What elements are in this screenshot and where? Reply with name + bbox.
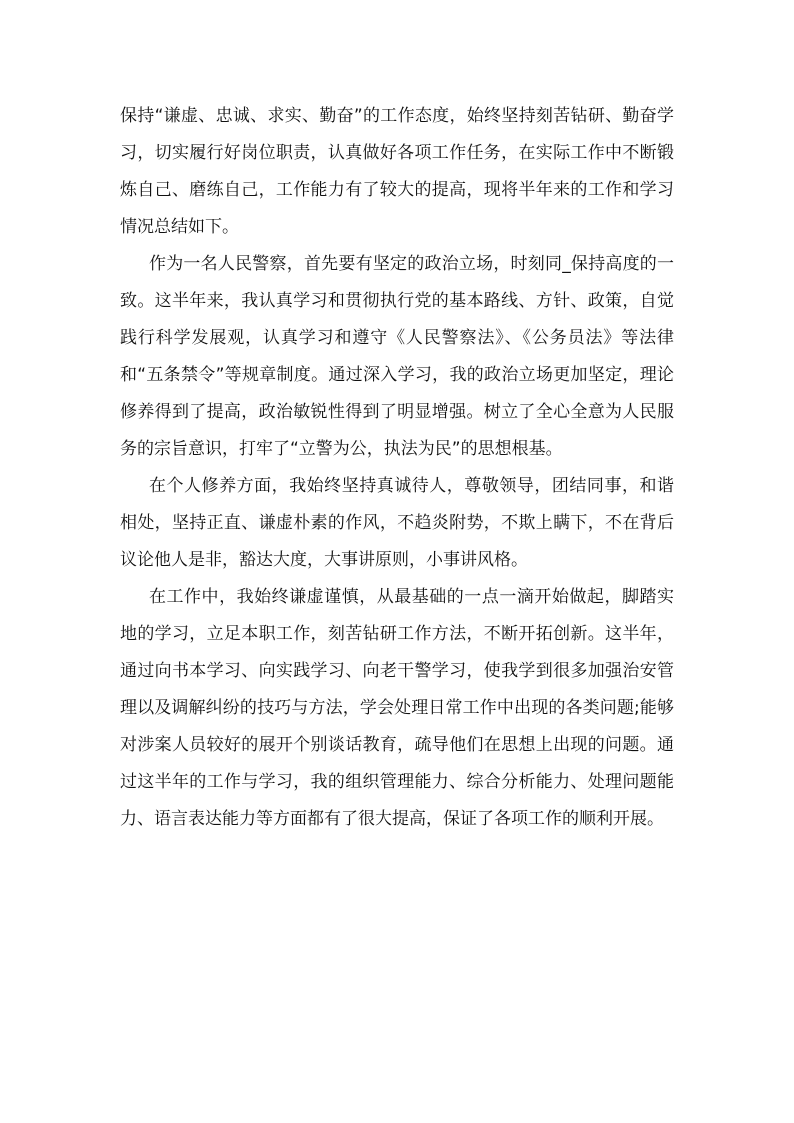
- paragraph-intro: 保持“谦虚、忠诚、求实、勤奋”的工作态度，始终坚持刻苦钻研、勤奋学习，切实履行好岗位职责，认真做好各项工作任务，在实际工作中不断锻炼自己、磨练自己，工作能力有了较大的提高，现将半年来的工作和学习情况总结如下。: [120, 106, 674, 237]
- paragraph-work: 在工作中，我始终谦虚谨慎，从最基础的一点一滴开始做起，脚踏实地的学习，立足本职工作，刻苦钻研工作方法，不断开拓创新。这半年，通过向书本学习、向实践学习、向老干警学习，使我学到很多加强治安管理以及调解纠纷的技巧与方法，学会处理日常工作中出现的各类问题;能够对涉案人员较好的展开个别谈话教育，疏导他们在思想上出现的问题。通过这半年的工作与学习，我的组织管理能力、综合分析能力、处理问题能力、语言表达能力等方面都有了很大提高，保证了各项工作的顺利开展。: [120, 587, 674, 829]
- paragraph-personal-cultivation: 在个人修养方面，我始终坚持真诚待人，尊敬领导，团结同事，和谐相处，坚持正直、谦虚朴素的作风，不趋炎附势，不欺上瞒下，不在背后议论他人是非，豁达大度，大事讲原则，小事讲风格。: [120, 476, 674, 570]
- document-page: [120, 98, 674, 838]
- paragraph-political-stance: 作为一名人民警察，首先要有坚定的政治立场，时刻同_保持高度的一致。这半年来，我认真学习和贯彻执行党的基本路线、方针、政策，自觉践行科学发展观，认真学习和遵守《人民警察法》、《公务员法》等法律和“五条禁令”等规章制度。通过深入学习，我的政治立场更加坚定，理论修养得到了提高，政治敏锐性得到了明显增强。树立了全心全意为人民服务的宗旨意识，打牢了“立警为公，执法为民”的思想根基。: [120, 254, 674, 459]
